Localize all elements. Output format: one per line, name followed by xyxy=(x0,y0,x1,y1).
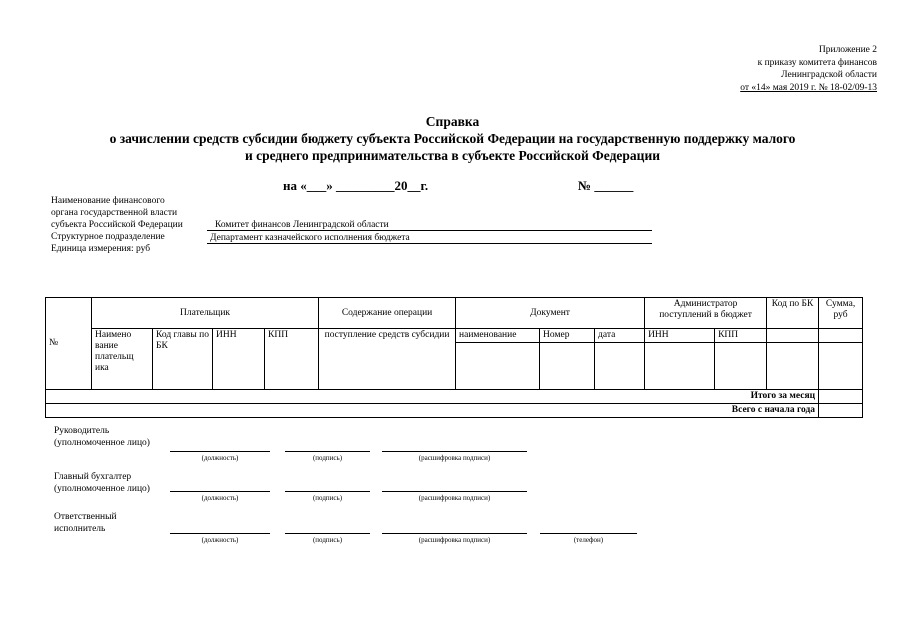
number-line: № ______ xyxy=(578,178,634,193)
annex-block xyxy=(740,44,877,94)
admin-kpp-header: КПП xyxy=(715,329,767,343)
doc-num-header: Номер xyxy=(540,329,595,343)
sum-header: Сумма, руб xyxy=(819,298,863,329)
payer-name-header: Наимено вание плательщ ика xyxy=(92,329,153,390)
accountant-label-2: (уполномоченное лицо) xyxy=(54,484,150,494)
sum-cell xyxy=(819,329,863,343)
exec-position-line xyxy=(170,533,270,534)
payer-code-header: Код главы по БК xyxy=(153,329,213,390)
payer-header: Плательщик xyxy=(92,298,319,329)
head-cap-sign: (подпись) xyxy=(312,454,343,462)
annex-line-4: от «14» мая 2019 г. № 18-02/09-13 xyxy=(740,82,877,93)
accountant-label xyxy=(54,471,150,495)
head-decode-line xyxy=(382,451,527,452)
acc-cap-sign: (подпись) xyxy=(312,494,343,502)
acc-decode-line xyxy=(382,491,527,492)
doc-date-header: дата xyxy=(595,329,645,343)
annex-line-1: Приложение 2 xyxy=(818,45,877,55)
executor-label-2: исполнитель xyxy=(54,524,106,534)
kbk-cell xyxy=(767,329,819,343)
payer-kpp-header: КПП xyxy=(265,329,319,390)
exec-cap-decode: (расшифровка подписи) xyxy=(418,536,491,544)
org-label-2: органа государственной власти xyxy=(51,208,178,218)
org-label-1: Наименование финансового xyxy=(51,196,165,206)
doc-name-header: наименование xyxy=(456,329,540,343)
payer-inn-header: ИНН xyxy=(213,329,265,390)
num-header: № xyxy=(46,298,92,390)
exec-cap-sign: (подпись) xyxy=(312,536,343,544)
annex-line-2: к приказу комитета финансов xyxy=(757,57,877,68)
head-position-line xyxy=(170,451,270,452)
head-cap-position: (должность) xyxy=(201,454,239,462)
org-label-3: субъекта Российской Федерации xyxy=(51,220,183,230)
annex-line-3: Ленинградской области xyxy=(781,70,877,80)
doc-name-cell xyxy=(456,343,540,390)
head-label xyxy=(54,425,150,449)
document-header: Документ xyxy=(456,298,645,329)
kbk-value-cell xyxy=(767,343,819,390)
total-month-value xyxy=(819,390,863,404)
org-underline xyxy=(207,230,652,231)
acc-cap-decode: (расшифровка подписи) xyxy=(418,494,491,502)
title-line-1: Справка xyxy=(425,114,480,129)
doc-num-cell xyxy=(540,343,595,390)
exec-cap-position: (должность) xyxy=(201,536,239,544)
exec-sign-line xyxy=(285,533,370,534)
accountant-label-1: Главный бухгалтер xyxy=(54,472,132,482)
head-sign-line xyxy=(285,451,370,452)
exec-decode-line xyxy=(382,533,527,534)
admin-inn-header: ИНН xyxy=(645,329,715,343)
acc-sign-line xyxy=(285,491,370,492)
doc-date-cell xyxy=(595,343,645,390)
title-line-2: о зачислении средств субсидии бюджету субъекта Российской Федерации на государственную поддержку малого xyxy=(109,131,796,146)
head-cap-decode: (расшифровка подписи) xyxy=(418,454,491,462)
org-label xyxy=(51,195,183,255)
unit-underline xyxy=(207,243,652,244)
measure-label: Единица измерения: руб xyxy=(51,244,151,254)
admin-header: Администратор поступлений в бюджет xyxy=(645,298,767,329)
operations-table xyxy=(45,297,863,418)
operation-value: поступление средств субсидии xyxy=(319,329,456,390)
head-label-1: Руководитель xyxy=(54,426,110,436)
date-line: на «___» _________20__г. xyxy=(283,178,429,193)
executor-label xyxy=(54,511,117,535)
operation-header: Содержание операции xyxy=(319,298,456,329)
kbk-header: Код по БК xyxy=(767,298,819,329)
exec-phone-line xyxy=(540,533,637,534)
head-label-2: (уполномоченное лицо) xyxy=(54,438,150,448)
document-title xyxy=(0,113,905,164)
total-month-label: Итого за месяц xyxy=(46,390,819,404)
total-year-label: Всего с начала года xyxy=(46,404,819,418)
executor-label-1: Ответственный xyxy=(54,512,117,522)
unit-label: Структурное подразделение xyxy=(51,232,165,242)
unit-value: Департамент казначейского исполнения бюджета xyxy=(210,233,410,243)
org-value: Комитет финансов Ленинградской области xyxy=(215,220,389,230)
title-line-3: и среднего предпринимательства в субъекте Российской Федерации xyxy=(244,148,661,163)
total-year-value xyxy=(819,404,863,418)
admin-inn-cell xyxy=(645,343,715,390)
exec-cap-phone: (телефон) xyxy=(573,536,604,544)
admin-kpp-cell xyxy=(715,343,767,390)
sum-value-cell xyxy=(819,343,863,390)
acc-position-line xyxy=(170,491,270,492)
acc-cap-position: (должность) xyxy=(201,494,239,502)
